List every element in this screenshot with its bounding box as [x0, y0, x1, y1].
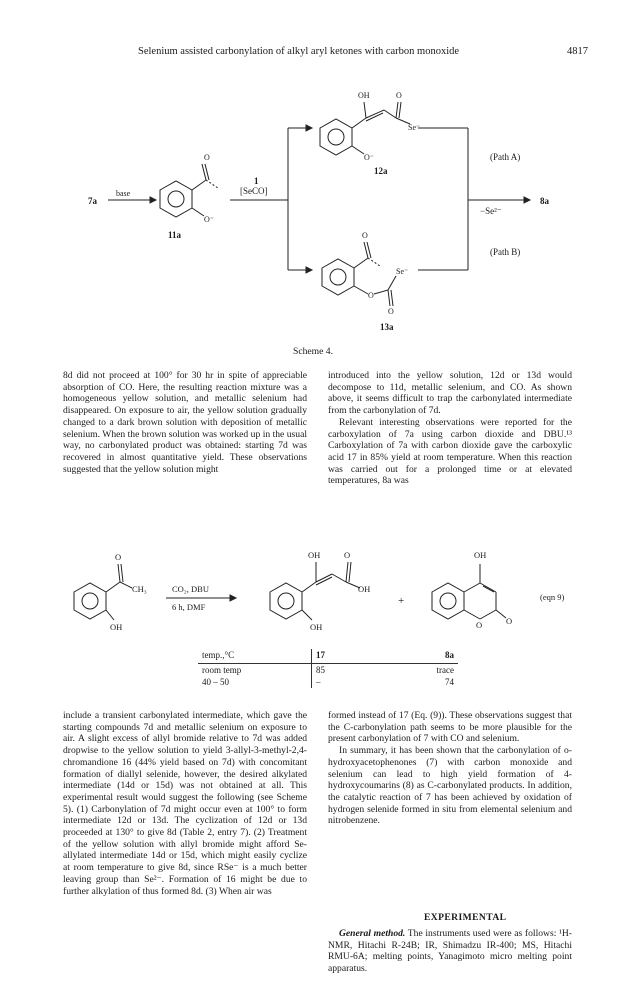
paragraph: include a transient carbonylated intermediate, which gave the starting compounds 7d and metallic selenium on exposure to air. A slight excess of allyl bromide relative to 7d was added dropwise to the yellow solution to yield 3-allyl-3-methyl-2,4-chromandione 16 (44% yield based on 7d) with concomitant formation of diallyl selenide, however, the desired alkylated intermediate (14d or 15d) was not obtained at all. This experimental result would suggest the following (see Scheme 5). (1) Carbonylation of 7d might occur even at 100° to form intermediate 12d or 13d. The cyclization of 12d or 13d proceeded at 130° to give 8d (Table 2, entry 7). (2) Treatment of the yellow solution with allyl bromide might afford Se-allylated intermediate 14d or 15d, which might easily cyclize at room temperature to give 8d, since RSe⁻ is a much better leaving group than Se²⁻. Formation of 16 might be due to further alkylation of thus formed 8d. (3) When air was: [63, 710, 307, 897]
compound-13a: 13a: [380, 322, 394, 332]
svg-text:O: O: [362, 231, 368, 240]
svg-text:O⁻: O⁻: [204, 215, 214, 224]
table-cell: 74: [445, 677, 454, 687]
reagent-seco: [SeCO]: [240, 186, 268, 196]
table-header: 8a: [410, 649, 458, 664]
compound-7a: 7a: [88, 196, 97, 206]
svg-text:OH: OH: [358, 91, 370, 100]
table-cell: 85: [316, 665, 325, 675]
left-column-1: [63, 370, 307, 475]
svg-text:O: O: [115, 552, 122, 562]
paragraph: In summary, it has been shown that the carbonylation of o-hydroxyacetophenones (7) with carbon monoxide and selenium can lead to high yield formation of 4-hydroxycoumarins (8) as C-carbonylated products. In addition, the catalytic reaction of 7 has been achieved by oxidation of hydrogen selenide formed in situ from elemental selenium and nitrobenzene.: [328, 745, 572, 827]
right-column-2: [328, 710, 572, 827]
page-number: 4817: [567, 46, 588, 57]
compound-11a: 11a: [168, 230, 182, 240]
svg-text:O: O: [344, 550, 351, 560]
eqn9-label: (eqn 9): [540, 592, 565, 602]
svg-text:Se⁻: Se⁻: [408, 123, 421, 132]
running-title: Selenium assisted carbonylation of alkyl aryl ketones with carbon monoxide: [138, 46, 460, 57]
table-cell: –: [316, 677, 321, 687]
scheme-caption: Scheme 4.: [293, 346, 333, 357]
table-cell: trace: [436, 665, 454, 675]
svg-text:O: O: [506, 616, 513, 626]
table-cell: 40 – 50: [198, 676, 312, 688]
compound-12a: 12a: [374, 166, 388, 176]
svg-text:OH: OH: [308, 550, 321, 560]
path-b-label: (Path B): [490, 247, 521, 257]
svg-text:O: O: [204, 153, 210, 162]
svg-text:O: O: [396, 91, 402, 100]
compound-8a: 8a: [540, 196, 549, 206]
table-header: 17: [312, 649, 411, 664]
plus-sign: +: [398, 595, 405, 607]
paragraph: formed instead of 17 (Eq. (9)). These observations suggest that the C-carbonylation path seems to be more plausible for the present carbonylation of 7 with CO and selenium.: [328, 710, 572, 745]
svg-text:OH: OH: [110, 622, 123, 632]
table-header: temp.,°C: [198, 649, 312, 664]
table-row: [198, 676, 458, 688]
svg-text:O: O: [388, 307, 394, 316]
eqn9-table: [198, 649, 458, 688]
experimental-text: [328, 928, 572, 975]
path-a-label: (Path A): [490, 152, 521, 162]
eqn9-reagent-bottom: 6 h, DMF: [172, 602, 206, 612]
equation-9-diagram: [60, 540, 600, 640]
table-cell: room temp: [198, 664, 312, 677]
reagent-number: 1: [254, 176, 259, 186]
base-label: base: [116, 189, 131, 198]
paragraph: The instruments used were as follows: ¹H-NMR, Hitachi R-24B; IR, Shimadzu IR-400; MS, Hitachi RMU-6A; melting points, Yanagimoto micro melting point apparatus.: [328, 928, 573, 975]
paragraph: introduced into the yellow solution, 12d or 13d would decompose to 11d, metallic selenium, and CO. As shown above, it seems difficult to trap the carbonylated intermediate from the carbonylation of 7d.: [328, 370, 572, 417]
run-in-heading: General method.: [339, 928, 406, 939]
svg-text:Se⁻: Se⁻: [396, 267, 409, 276]
paragraph: 8d did not proceed at 100° for 30 hr in spite of appreciable absorption of CO. Here, the resulting reaction mixture was a homogeneous yellow solution, and metallic selenium had disappeared. On exposure to air, the yellow solution gradually changed to a dark brown solution with deposition of metallic selenium. When the brown solution was worked up in the usual way, no carbonylated product was obtained: starting 7d was recovered in almost quantitative yield. These observations suggested that the yellow solution might: [63, 370, 307, 475]
scheme-4-diagram: [70, 80, 590, 345]
svg-text:O: O: [476, 620, 483, 630]
svg-text:OH: OH: [358, 584, 371, 594]
experimental-heading: EXPERIMENTAL: [424, 912, 507, 923]
svg-text:CH₃: CH₃: [132, 584, 147, 594]
left-column-2: [63, 710, 307, 897]
svg-text:OH: OH: [310, 622, 323, 632]
svg-text:OH: OH: [474, 550, 487, 560]
svg-text:O⁻: O⁻: [364, 153, 374, 162]
paragraph: Relevant interesting observations were reported for the carboxylation of 7a using carbon dioxide and DBU.¹³ Carboxylation of 7a with carbon dioxide gave the carboxylic acid 17 in 85% yield at room temperature. When this reaction was carried out for a prolonged time or at elevated temperatures, 8a was: [328, 416, 572, 487]
selenide-loss: −Se²⁻: [480, 206, 502, 216]
eqn9-reagent-top: CO₂, DBU: [172, 584, 209, 594]
svg-text:O: O: [368, 291, 374, 300]
right-column-1: [328, 370, 572, 487]
table-row: [198, 664, 458, 677]
